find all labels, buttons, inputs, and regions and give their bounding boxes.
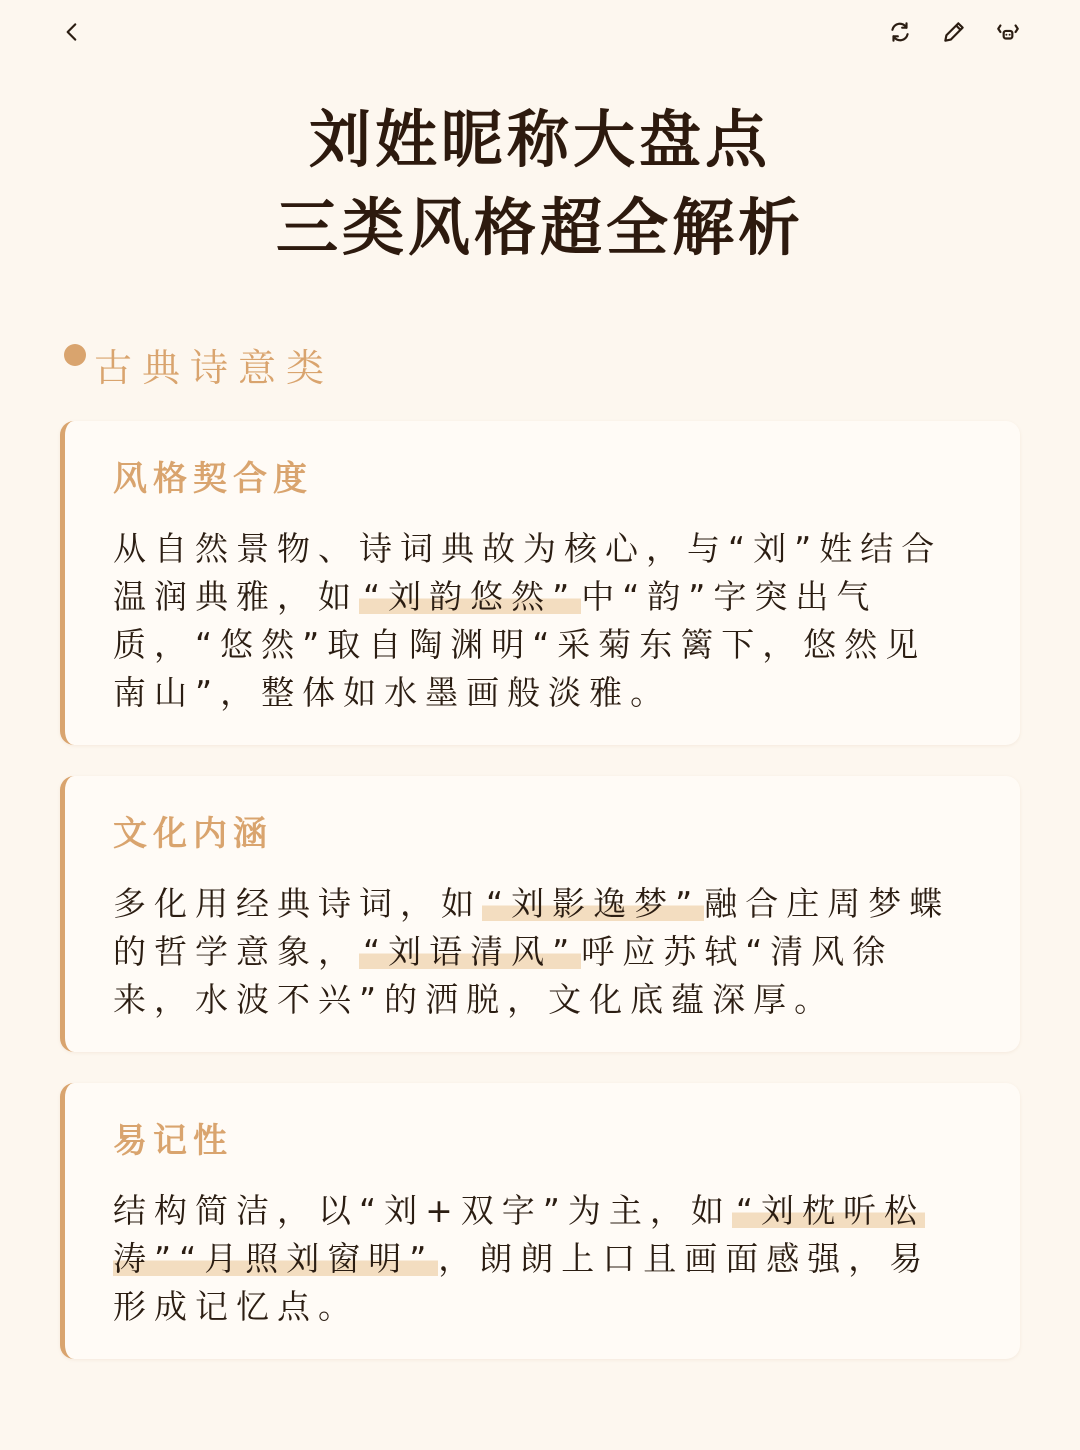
card-text: 多化用经典诗词，如 [113, 884, 482, 923]
title-line-2: 三类风格超全解析 [275, 191, 804, 264]
pencil-icon [941, 19, 967, 45]
ai-assistant-button[interactable] [990, 14, 1026, 50]
card-text: 融合庄周梦蝶的哲学意象， [113, 884, 951, 971]
title-line-1: 刘姓昵称大盘点 [308, 103, 771, 176]
card-text: 从自然景物、诗词典故为核心，与“刘”姓结合温润典雅，如 [113, 529, 943, 616]
chevron-left-icon [59, 19, 85, 45]
highlighted-nickname: “刘语清风” [359, 932, 581, 971]
card-memorability [60, 1083, 1020, 1359]
highlighted-nickname: “刘影逸梦” [482, 884, 704, 923]
highlighted-nickname: “刘枕听松涛”“月照刘窗明” [113, 1191, 925, 1278]
card-heading: 文化内涵 [113, 814, 273, 854]
card-cultural-meaning [60, 776, 1020, 1052]
card-style-fit [60, 421, 1020, 745]
highlighted-nickname: “刘韵悠然” [359, 577, 581, 616]
refresh-icon [887, 19, 913, 45]
card-text: ，朗朗上口且画面感强，易形成记忆点。 [113, 1239, 931, 1326]
refresh-button[interactable] [882, 14, 918, 50]
page-title [0, 96, 1080, 272]
back-button[interactable] [54, 14, 90, 50]
section-header [64, 336, 334, 392]
section-title: 古典诗意类 [94, 345, 335, 390]
robot-icon [995, 19, 1021, 45]
card-body [113, 880, 960, 1024]
card-heading: 风格契合度 [113, 459, 313, 499]
card-text: 中“韵”字突出气质，“悠然”取自陶渊明“采菊东篱下，悠然见南山”，整体如水墨画般淡雅。 [113, 577, 927, 712]
top-toolbar [0, 0, 1080, 70]
edit-button[interactable] [936, 14, 972, 50]
section-bullet-icon [64, 344, 86, 366]
card-text: 结构简洁，以“刘+双字”为主，如 [113, 1191, 732, 1230]
card-text: 呼应苏轼“清风徐来，水波不兴”的洒脱，文化底蕴深厚。 [113, 932, 894, 1019]
card-body [113, 525, 960, 717]
card-body [113, 1187, 960, 1331]
card-heading: 易记性 [113, 1121, 233, 1161]
